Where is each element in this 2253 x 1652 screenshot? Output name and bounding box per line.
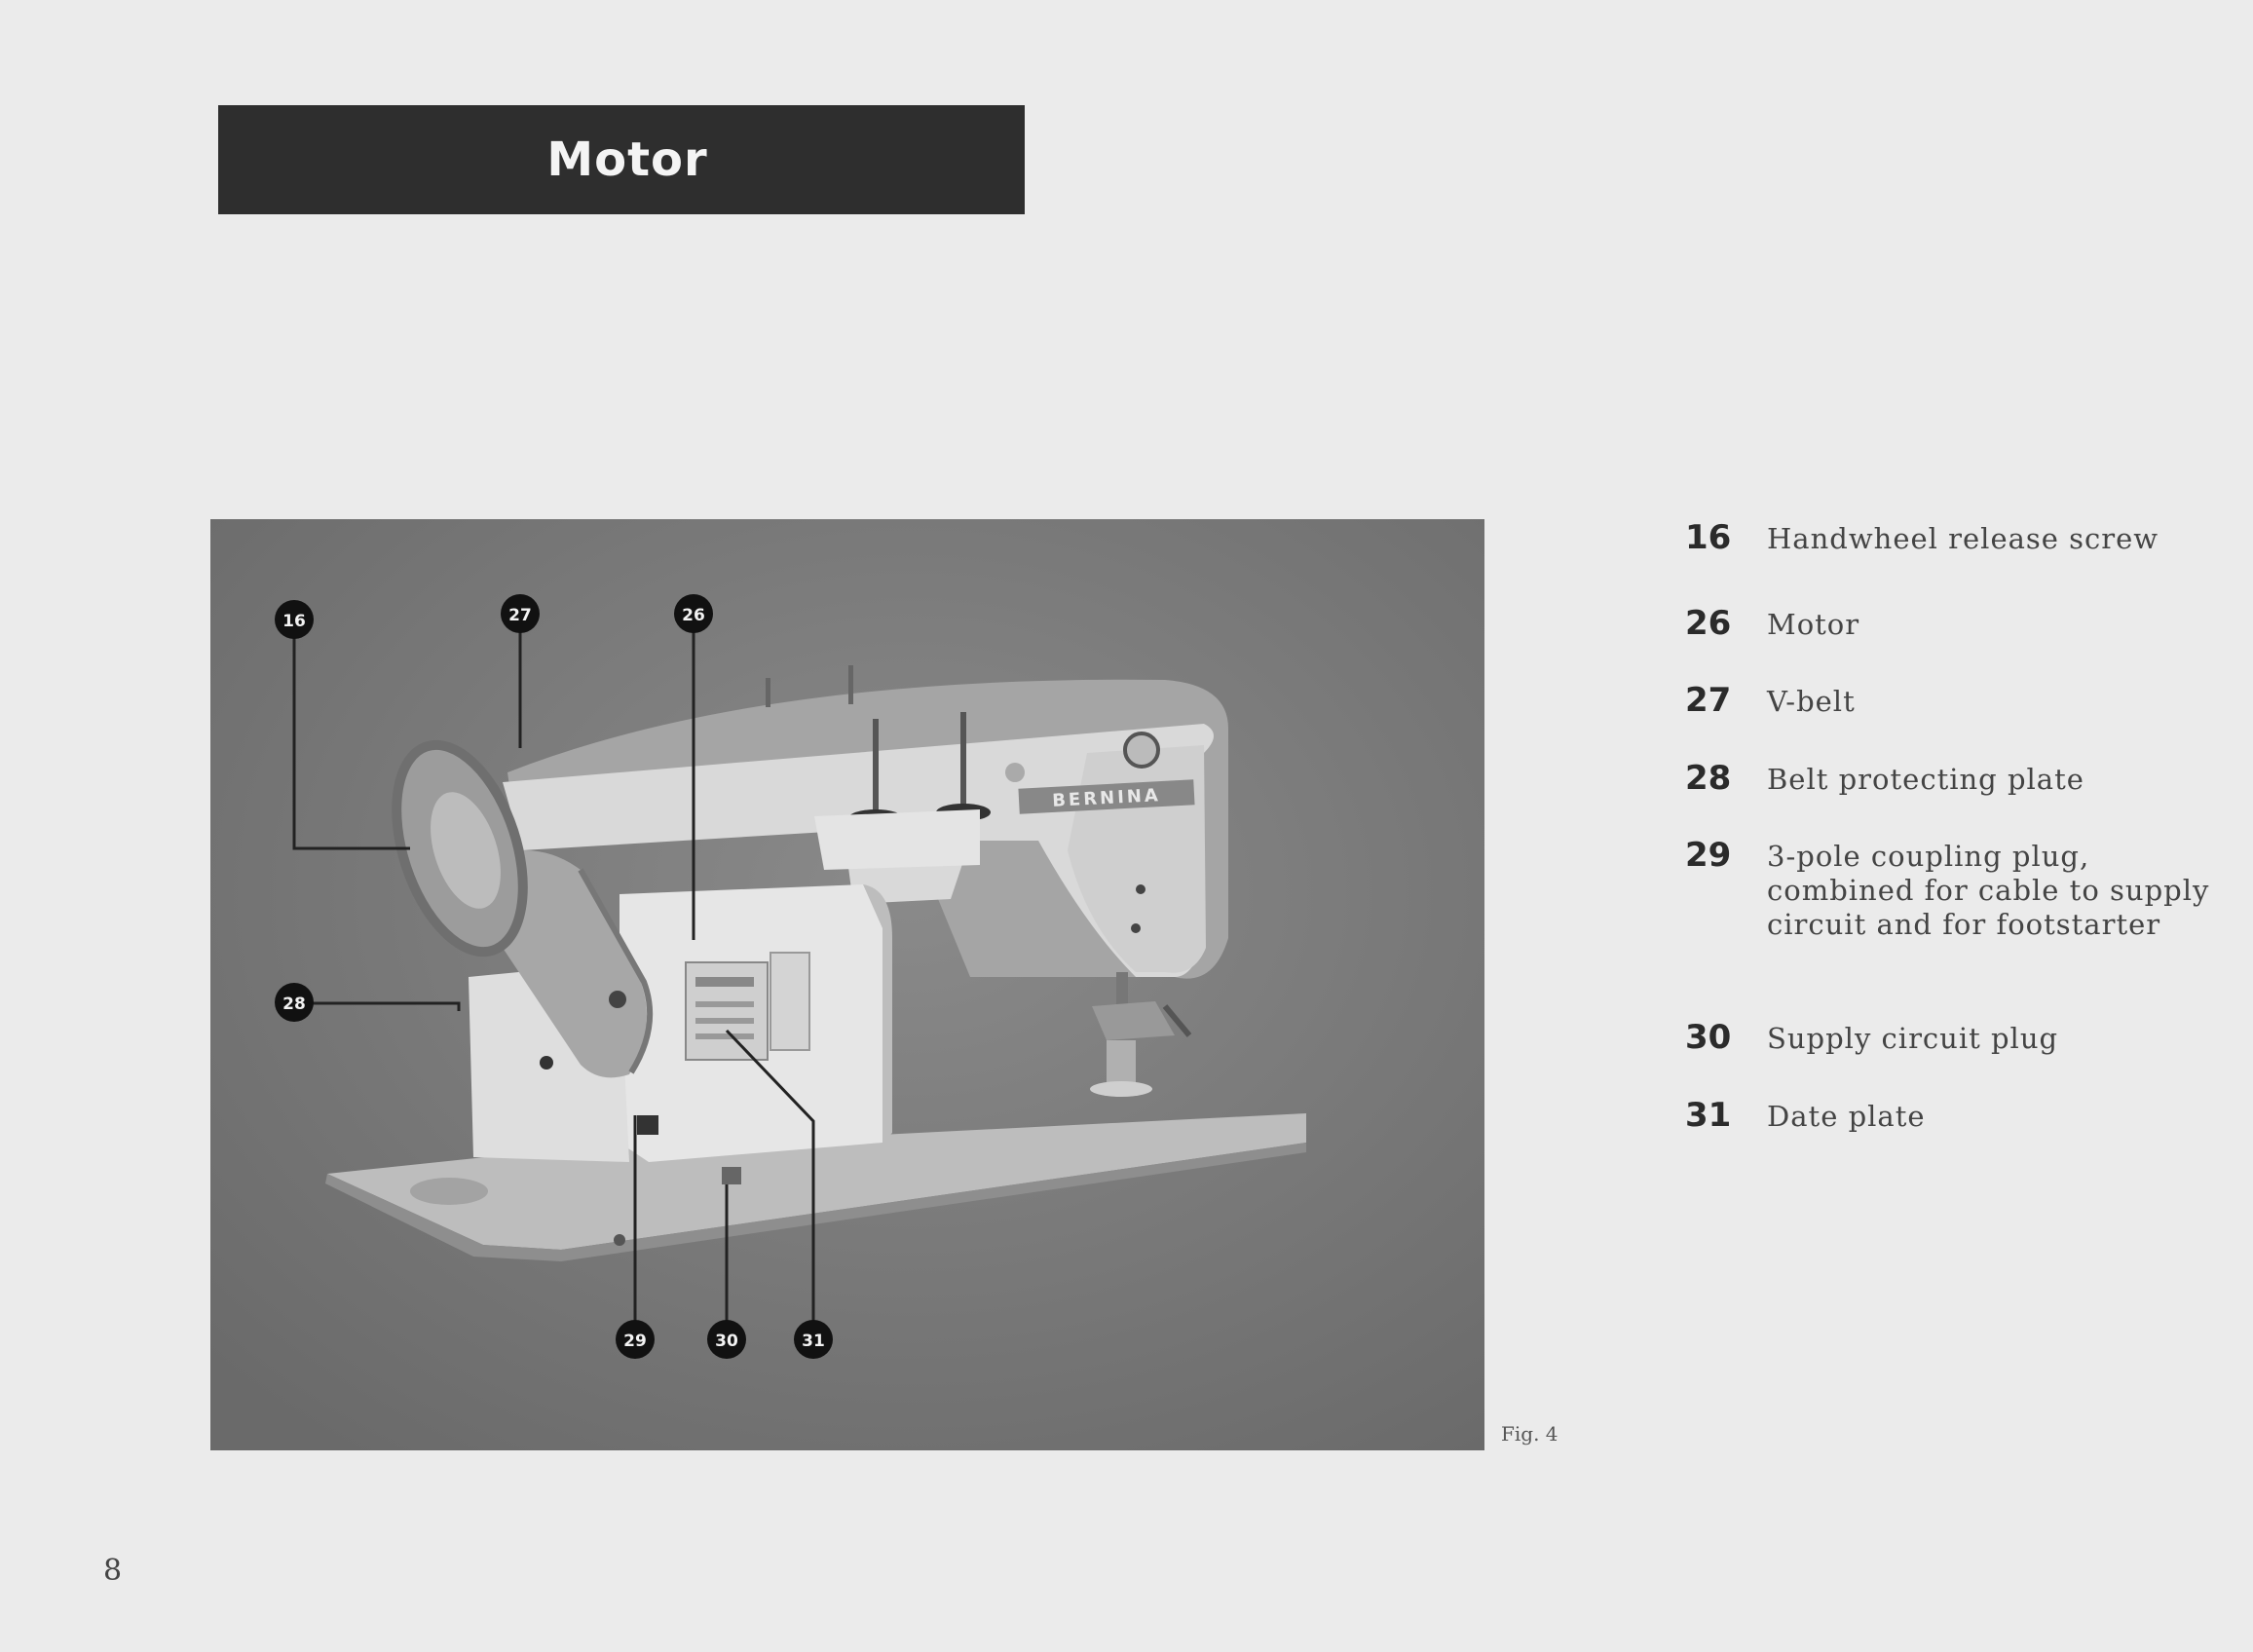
legend-item <box>1685 759 2225 798</box>
legend-text: V-belt <box>1767 685 1856 718</box>
section-heading-bar <box>218 105 1025 214</box>
legend-number: 31 <box>1685 1096 1732 1135</box>
legend-item <box>1685 836 2225 942</box>
legend-number: 16 <box>1685 518 1732 557</box>
legend-number: 29 <box>1685 836 1732 875</box>
callout-31 <box>794 1320 833 1359</box>
callout-28-label: 28 <box>282 995 306 1014</box>
legend-number: 26 <box>1685 604 1732 643</box>
callout-28 <box>275 983 314 1022</box>
callout-31-label: 31 <box>802 1332 825 1351</box>
figure-caption: Fig. 4 <box>1501 1422 1558 1446</box>
brand-plate-text: BERNINA <box>1051 785 1162 811</box>
legend-item <box>1685 1096 2225 1135</box>
legend-text: 3-pole coupling plug, combined for cable to supply circuit and for footstarter <box>1767 840 2210 941</box>
section-heading: Motor <box>546 132 708 187</box>
legend-text: Supply circuit plug <box>1767 1022 2059 1055</box>
legend-number: 27 <box>1685 681 1732 720</box>
legend-number: 30 <box>1685 1018 1732 1057</box>
callout-29-label: 29 <box>623 1332 647 1351</box>
callout-27-label: 27 <box>508 606 532 625</box>
legend-item <box>1685 681 2225 720</box>
callout-30-label: 30 <box>715 1332 738 1351</box>
sewing-machine-illustration <box>210 519 1484 1450</box>
legend-text: Motor <box>1767 608 1860 641</box>
legend-number: 28 <box>1685 759 1732 798</box>
callout-29 <box>616 1320 655 1359</box>
callout-16 <box>275 600 314 639</box>
callout-16-label: 16 <box>282 612 306 631</box>
sewing-machine-photo <box>210 519 1484 1450</box>
callout-30 <box>707 1320 746 1359</box>
callout-26-label: 26 <box>682 606 705 625</box>
page-number: 8 <box>103 1554 123 1588</box>
legend-text: Date plate <box>1767 1100 1926 1133</box>
legend-text: Handwheel release screw <box>1767 522 2159 555</box>
legend-text: Belt protecting plate <box>1767 763 2084 796</box>
callout-27 <box>501 594 540 633</box>
legend-item <box>1685 518 2225 557</box>
callout-26 <box>674 594 713 633</box>
legend-item <box>1685 604 2225 643</box>
legend-item <box>1685 1018 2225 1057</box>
